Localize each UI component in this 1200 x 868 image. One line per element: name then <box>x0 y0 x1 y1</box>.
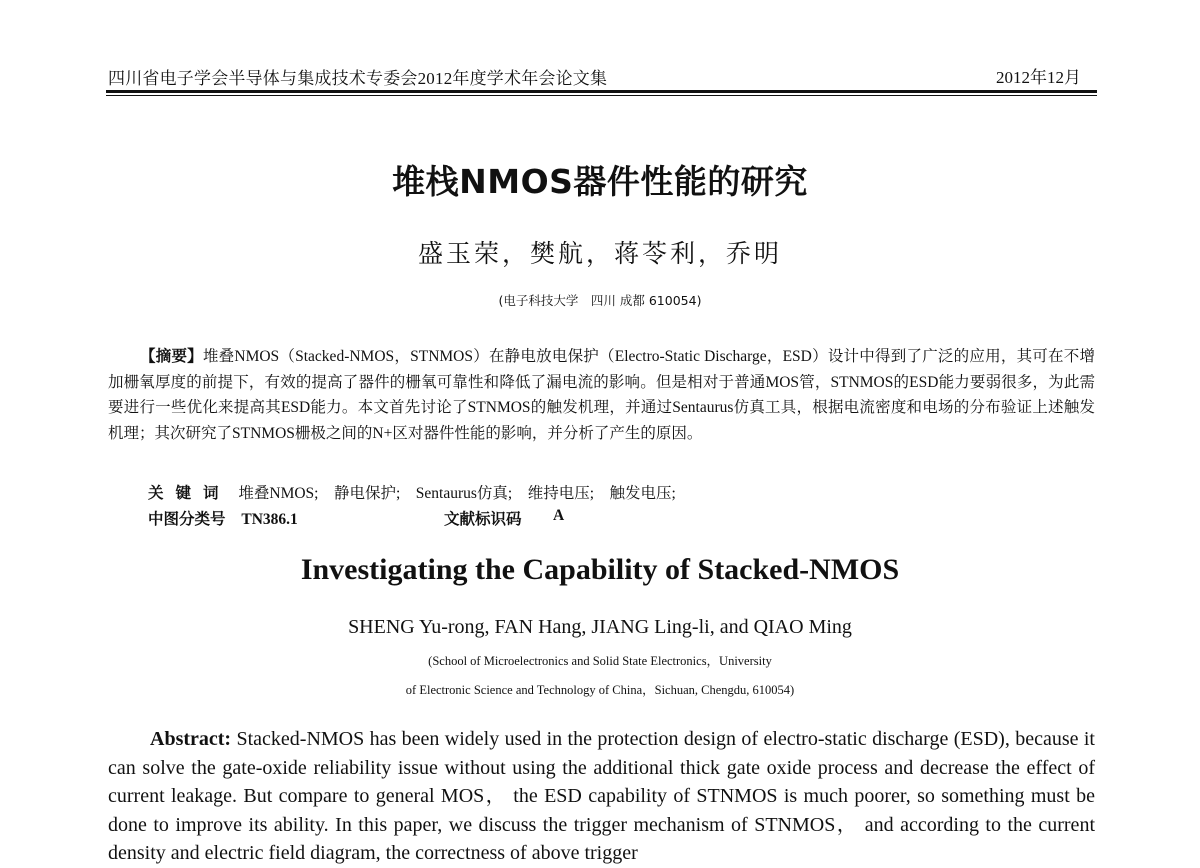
classification-line <box>148 507 565 529</box>
keywords-value: 堆叠NMOS; 静电保护; Sentaurus仿真; 维持电压; 触发电压; <box>238 485 676 502</box>
abstract-cn-text: 堆叠NMOS（Stacked-NMOS，STNMOS）在静电放电保护（Electro-Static Discharge，ESD）设计中得到了广泛的应用，其可在不增加栅氧厚度的前提下，有效的提高了器件的栅氧可靠性和降低了漏电流的影响。但是相对于普通MOS管，STNMOS的ESD能力要弱很多，为此需要进行一些优化来提高其ESD能力。本文首先讨论了STNMOS的触发机理，并通过Sentaurus仿真工具，根据电流密度和电场的分布验证上述触发机理；其次研究了STNMOS栅极之间的N+区对器件性能的影响，并分析了产生的原因。 <box>108 348 1095 442</box>
header-rule-thin <box>106 95 1097 96</box>
classification-label: 中图分类号 <box>148 510 226 528</box>
affiliation-en-line2: of Electronic Science and Technology of China，Sichuan, Chengdu, 610054) <box>405 683 795 697</box>
affiliation-cn: (电子科技大学 四川 成都 610054) <box>498 293 702 308</box>
abstract-cn <box>108 344 1095 446</box>
abstract-en-label: Abstract: <box>150 728 232 750</box>
journal-header: 四川省电子学会半导体与集成技术专委会2012年度学术年会论文集 <box>108 69 608 88</box>
keywords-line <box>148 481 676 503</box>
document-code-label: 文献标识码 <box>444 510 522 528</box>
authors-cn: 盛玉荣，樊航，蒋苓利，乔明 <box>417 241 782 268</box>
abstract-en <box>108 725 1095 868</box>
classification-value: TN386.1 <box>241 511 298 528</box>
paper-title-cn: 堆栈NMOS器件性能的研究 <box>392 162 808 201</box>
document-code-value: A <box>553 507 565 524</box>
affiliation-en-line1: (School of Microelectronics and Solid State Electronics，University <box>428 654 772 668</box>
authors-en: SHENG Yu-rong, FAN Hang, JIANG Ling-li, and QIAO Ming <box>348 616 852 638</box>
keywords-label: 关键词 <box>148 484 231 502</box>
paper-title-en: Investigating the Capability of Stacked-NMOS <box>300 553 900 586</box>
header-date: 2012年12月 <box>996 68 1081 87</box>
abstract-cn-label: 【摘要】 <box>140 347 203 365</box>
header-rule-thick <box>106 90 1097 93</box>
abstract-en-text: Stacked-NMOS has been widely used in the protection design of electro-static discharge (ESD), because it can solve the gate-oxide reliability issue without using the additional thick gate oxide process and decrease the effect of current leakage. But compare to general MOS， the ESD capability of STNMOS is much poorer, so something must be done to improve its ability. In this paper, we discuss the trigger mechanism of STNMOS， and according to the current density and electric field diagram, the correctness of above trigger <box>108 728 1095 864</box>
